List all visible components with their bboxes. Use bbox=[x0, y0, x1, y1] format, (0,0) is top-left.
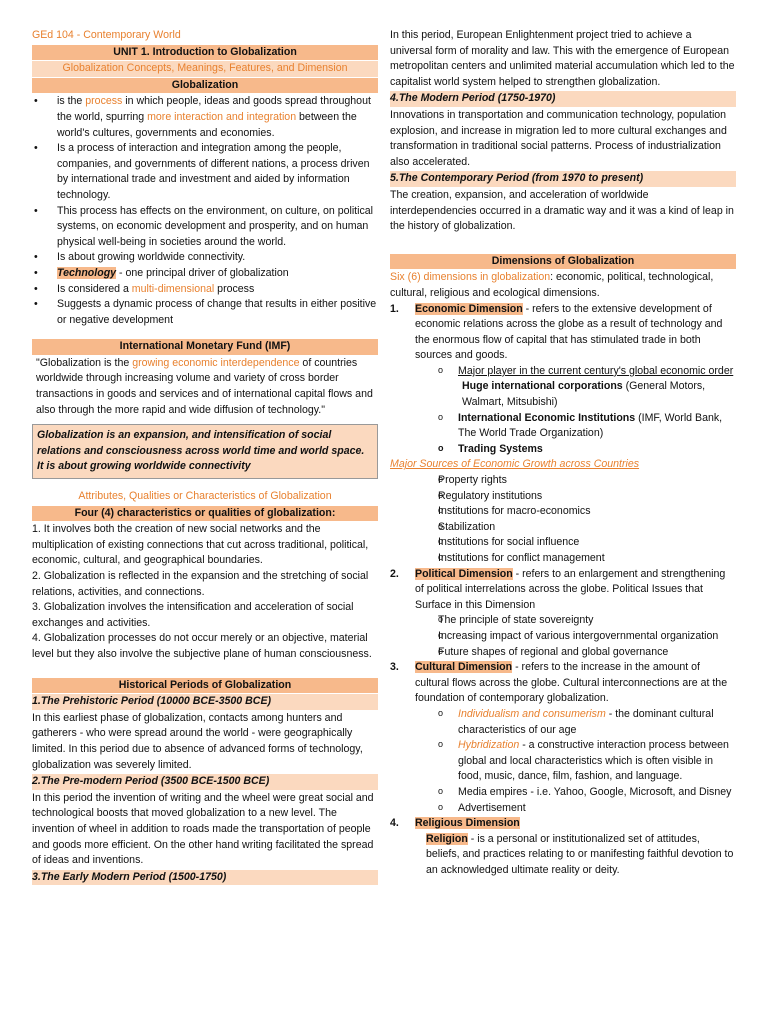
growth-source-item: o Regulatory institutions bbox=[390, 489, 736, 505]
period-text: In this earliest phase of globalization, contacts among hunters and gatherers - who were spread around the world - were geographically limited. In this period due to absence of advanced forms of technology, globalization was severely limited. bbox=[32, 711, 363, 771]
imf-heading: International Monetary Fund (IMF) bbox=[32, 339, 378, 355]
sub-item: o Media empires - i.e. Yahoo, Google, Microsoft, and Disney bbox=[390, 785, 736, 801]
course-title: GEd 104 - Contemporary World bbox=[32, 29, 181, 41]
sub-item: o Hybridization - a constructive interaction process between global and local characteristics which is often visible in food, music, dance, film, fashion, and language. bbox=[390, 738, 736, 785]
dimension-economic: 1. Economic Dimension - refers to the extensive development of economic relations across the globe as a result of technology and the enormous flow of capital that has stimulated trade in both sources and goods. bbox=[390, 302, 723, 362]
dimension-cultural: 3. Cultural Dimension - refers to the increase in the amount of cultural flows across the globe. Cultural interconnections are at the foundation of contemporary globalization. bbox=[390, 661, 728, 705]
sub-item: o International Economic Institutions (IMF, World Bank, The World Trade Organization) bbox=[390, 411, 736, 442]
periods-heading: Historical Periods of Globalization bbox=[32, 678, 378, 694]
sub-item-detail: Huge international corporations (General Motors, Walmart, Mitsubishi) bbox=[462, 380, 706, 409]
period-text: Innovations in transportation and communication technology, population explosion, and increase in migration led to more cultural exchanges and transformation in traditional social patterns. Process of industrialization also accelerated. bbox=[390, 108, 727, 168]
section-title: Globalization Concepts, Meanings, Features, and Dimension bbox=[32, 61, 378, 77]
growth-source-item: o Stabilization bbox=[390, 520, 736, 536]
bullet-item: • Technology - one principal driver of globalization bbox=[32, 266, 378, 282]
sub-item: o Major player in the current century's global economic order bbox=[390, 364, 736, 380]
period-text: The creation, expansion, and acceleration of worldwide interdependencies occurred in a dramatic way and it was a kind of leap in the history of globalization. bbox=[390, 188, 734, 233]
unit-title: UNIT 1. Introduction to Globalization bbox=[32, 45, 378, 61]
period-text: In this period, European Enlightenment project tried to achieve a universal form of morality and law. This with the emergence of European metropolitan centers and unlimited material accumulation which led to the capitalist world system helped to strengthen globalization. bbox=[390, 29, 735, 88]
attribute-item: 2. Globalization is reflected in the expansion and the stretching of social relations, activities, and connections. bbox=[32, 570, 369, 598]
sub-item: o Individualism and consumerism - the dominant cultural characteristics of our age bbox=[390, 707, 736, 738]
left-column bbox=[32, 28, 378, 886]
religion-definition: Religion - is a personal or institutionalized set of attitudes, beliefs, and practices relating to or manifesting faithful devotion to an acknowledged ultimate reality or deity. bbox=[426, 832, 734, 876]
sub-item: o Advertisement bbox=[390, 801, 736, 817]
definition-callout: Globalization is an expansion, and intensification of social relations and consciousness across world time and world space. It is about growing worldwide connectivity bbox=[32, 424, 378, 479]
bullet-item: • This process has effects on the environment, on culture, on political systems, on economic development and prosperity, and on human physical well-being in societies around the world. bbox=[32, 204, 378, 251]
period-title: 3.The Early Modern Period (1500-1750) bbox=[32, 870, 378, 886]
period-title: 2.The Pre-modern Period (3500 BCE-1500 BCE) bbox=[32, 774, 378, 790]
period-title: 1.The Prehistoric Period (10000 BCE-3500 BCE) bbox=[32, 694, 378, 710]
dimension-religious: 4. Religious Dimension bbox=[390, 817, 520, 830]
sub-item: o The principle of state sovereignty bbox=[390, 613, 736, 629]
period-title: 5.The Contemporary Period (from 1970 to present) bbox=[390, 171, 736, 187]
attribute-item: 1. It involves both the creation of new social networks and the multiplication of existing connections that cut across traditional, political, economic, cultural, and geographical boundaries. bbox=[32, 523, 369, 567]
sub-item: o Future shapes of regional and global governance bbox=[390, 645, 736, 661]
dimensions-heading: Dimensions of Globalization bbox=[390, 254, 736, 270]
bullet-item: • Suggests a dynamic process of change that results in either positive or negative development bbox=[32, 297, 378, 328]
attribute-item: 3. Globalization involves the intensification and acceleration of social exchanges and activities. bbox=[32, 601, 354, 629]
imf-definition: "Globalization is the growing economic interdependence of countries worldwide through increasing volume and variety of cross border transactions in goods and services and of international capital flows and also through the more rapid and wide diffusion of technology." bbox=[36, 356, 373, 416]
period-title: 4.The Modern Period (1750-1970) bbox=[390, 91, 736, 107]
growth-source-item: o Institutions for conflict management bbox=[390, 551, 736, 567]
sub-item: o Increasing impact of various intergovernmental organization bbox=[390, 629, 736, 645]
period-text: In this period the invention of writing and the wheel were great social and technological boosts that moved globalization to a new level. The invention of wheel in addition to roads made the transportation of people and goods more efficient. On the other hand writing facilitated the spread of ideas and inventions. bbox=[32, 791, 374, 867]
growth-source-item: o Property rights bbox=[390, 473, 736, 489]
bullet-item: • Is a process of interaction and integration among the people, companies, and governments of different nations, a process driven by international trade and investment and aided by information technology. bbox=[32, 141, 378, 203]
bullet-item: • is the process in which people, ideas and goods spread throughout the world, spurring more interaction and integration between the world's cultures, governments and economies. bbox=[32, 94, 378, 141]
attribute-item: 4. Globalization processes do not occur merely or an objective, material level but they also involve the subjective plane of human consciousness. bbox=[32, 632, 372, 660]
growth-sources-heading: Major Sources of Economic Growth across Countries bbox=[390, 458, 640, 471]
attributes-heading: Attributes, Qualities or Characteristics of Globalization bbox=[78, 490, 332, 503]
dimensions-intro: Six (6) dimensions in globalization: economic, political, technological, cultural, religious and ecological dimensions. bbox=[390, 271, 714, 299]
bullet-item: • Is about growing worldwide connectivity. bbox=[32, 250, 378, 266]
growth-source-item: o Institutions for macro-economics bbox=[390, 504, 736, 520]
growth-source-item: o Institutions for social influence bbox=[390, 535, 736, 551]
globalization-heading: Globalization bbox=[32, 78, 378, 94]
right-column bbox=[390, 28, 736, 878]
sub-item: o Trading Systems bbox=[390, 442, 736, 458]
dimension-political: 2. Political Dimension - refers to an enlargement and strengthening of political interrelations across the globe. Political Issues that Surface in this Dimension bbox=[390, 567, 726, 611]
globalization-bullets bbox=[32, 94, 378, 328]
bullet-item: • Is considered a multi-dimensional process bbox=[32, 282, 378, 298]
attributes-subheading: Four (4) characteristics or qualities of globalization: bbox=[32, 506, 378, 522]
